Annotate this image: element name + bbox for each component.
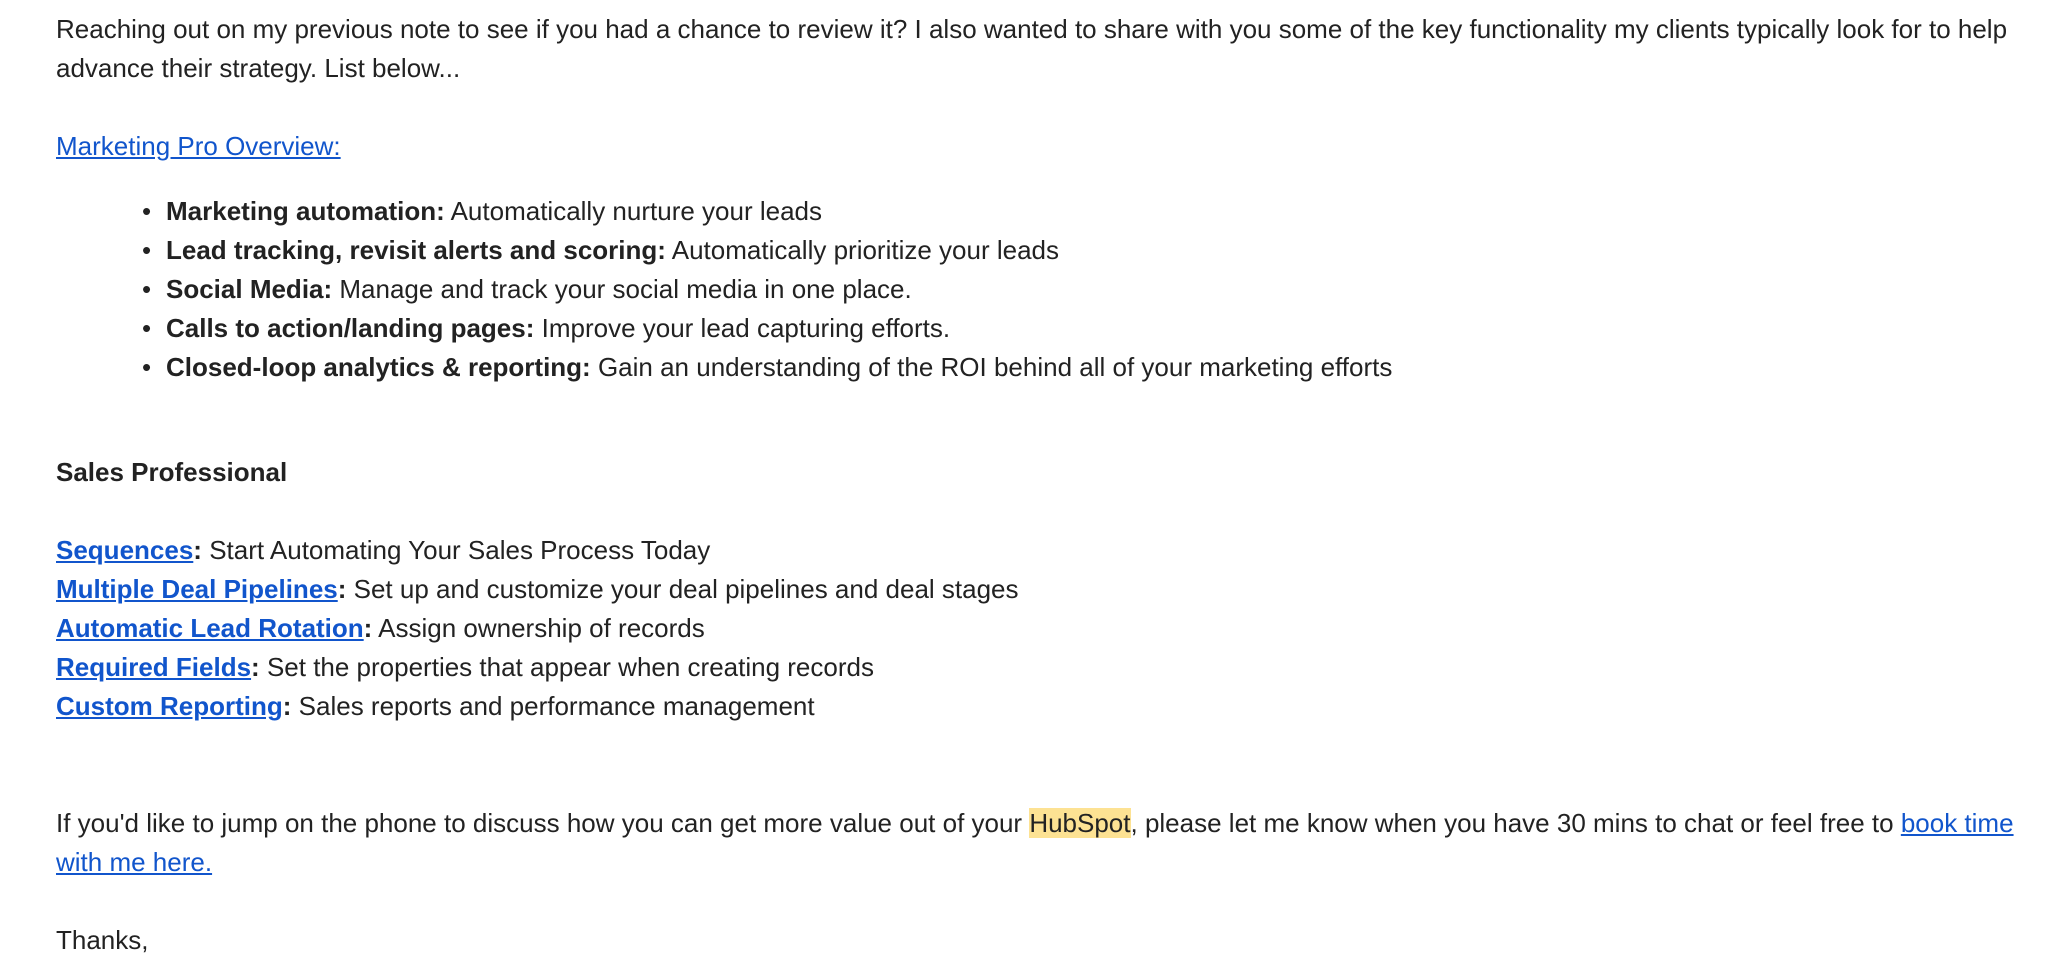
list-item [142,348,2036,387]
colon: : [193,535,202,565]
marketing-feature-list [56,192,2036,387]
custom-reporting-link[interactable]: Custom Reporting [56,691,283,721]
feature-title: Closed-loop analytics & reporting: [166,352,591,382]
sales-heading: Sales Professional [56,457,288,487]
feature-description: Gain an understanding of the ROI behind all of your marketing efforts [590,352,1393,382]
list-item [142,309,2036,348]
list-item [142,231,2036,270]
bullet-icon: • [142,235,152,265]
book-time-link[interactable]: book time with me here. [56,808,2014,877]
colon: : [337,574,347,604]
feature-title: Lead tracking, revisit alerts and scoring: [166,235,666,265]
spacer [56,726,2036,804]
closing-text: If you'd like to jump on the phone to discuss how you can get more value out of your [56,808,1030,838]
feature-description: Improve your lead capturing efforts. [534,313,951,343]
marketing-pro-overview-link[interactable]: Marketing Pro Overview: [56,131,341,161]
sales-item-custom-reporting [56,687,2036,726]
colon: : [251,652,260,682]
spacer [56,882,2036,921]
bullet-icon: • [142,352,152,382]
signoff: Thanks, [56,925,149,955]
feature-title: Social Media: [166,274,333,304]
feature-title: Marketing automation: [166,196,445,226]
required-fields-link[interactable]: Required Fields [56,652,252,682]
feature-title: Calls to action/landing pages: [166,313,535,343]
sequences-link[interactable]: Sequences [56,535,194,565]
feature-description: Automatically nurture your leads [444,196,822,226]
sales-item-description: Start Automating Your Sales Process Today [201,535,711,565]
closing-text: , please let me know when you have 30 mins to chat or feel free to [1130,808,1901,838]
list-item [142,192,2036,231]
multiple-deal-pipelines-link[interactable]: Multiple Deal Pipelines [56,574,338,604]
feature-description: Manage and track your social media in one place. [332,274,912,304]
automatic-lead-rotation-link[interactable]: Automatic Lead Rotation [56,613,364,643]
sales-item-lead-rotation [56,609,2036,648]
sales-item-description: Assign ownership of records [372,613,705,643]
list-item [142,270,2036,309]
bullet-icon: • [142,196,152,226]
closing-paragraph [56,804,2036,882]
bullet-icon: • [142,313,152,343]
colon: : [363,613,373,643]
sales-item-sequences [56,531,2036,570]
bullet-icon: • [142,274,152,304]
spacer [56,387,2036,453]
spacer [56,492,2036,531]
sales-item-description: Sales reports and performance management [291,691,815,721]
intro-paragraph: Reaching out on my previous note to see if you had a chance to review it? I also wanted to share with you some of the key functionality my clients typically look for to help advance their strategy. List below... [56,14,2008,83]
sales-item-description: Set the properties that appear when creating records [259,652,874,682]
sales-item-description: Set up and customize your deal pipelines and deal stages [346,574,1019,604]
sales-item-deal-pipelines [56,570,2036,609]
feature-description: Automatically prioritize your leads [665,235,1060,265]
spacer [56,88,2036,127]
sales-item-required-fields [56,648,2036,687]
hubspot-highlight: HubSpot [1029,808,1131,838]
colon: : [282,691,292,721]
marketing-section [56,127,2036,166]
